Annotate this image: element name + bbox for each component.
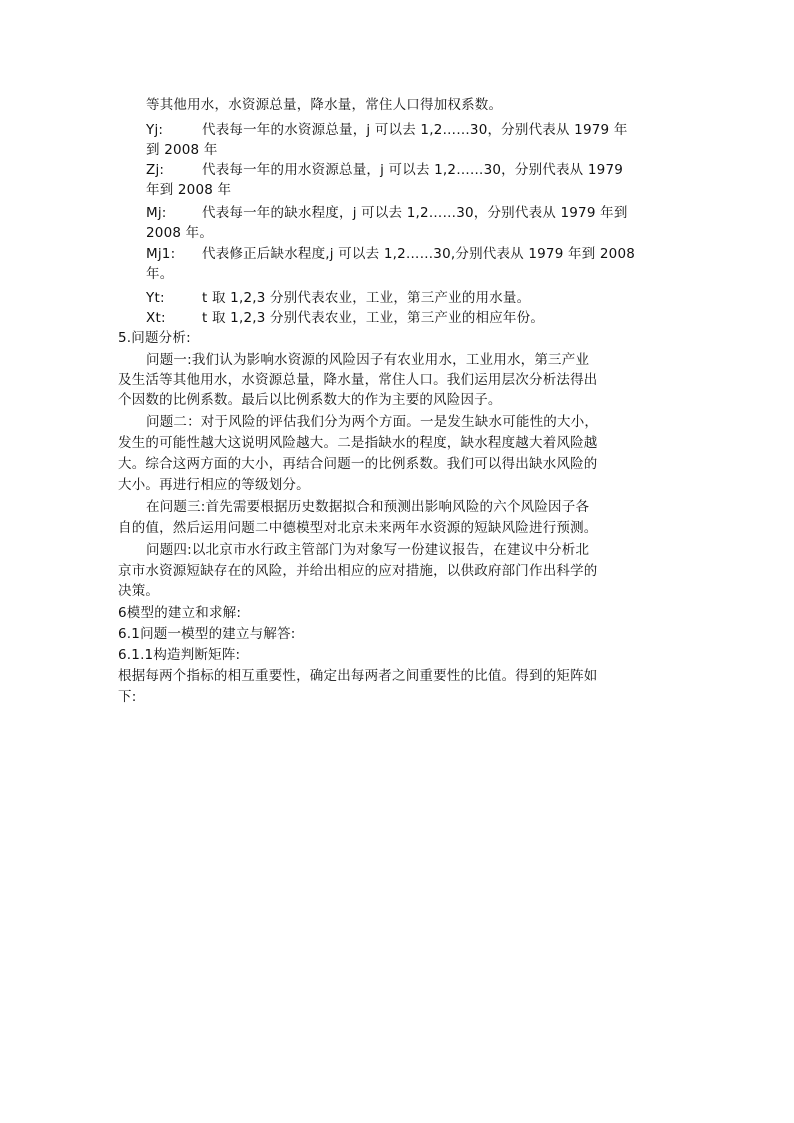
section-5-heading: 5.问题分析: bbox=[118, 330, 191, 346]
q1-line-3: 个因数的比例系数。最后以比例系数大的作为主要的风险因子。 bbox=[118, 392, 502, 408]
definition-mj1-line2: 年。 bbox=[146, 266, 174, 282]
symbol-yj: Yj: bbox=[146, 122, 164, 138]
q1-line-2: 及生活等其他用水，水资源总量，降水量，常住人口。我们运用层次分析法得出 bbox=[118, 372, 598, 388]
section-6-1-1-heading: 6.1.1构造判断矩阵: bbox=[118, 647, 241, 663]
definition-mj-line1 bbox=[146, 203, 628, 223]
definition-mj1-line1 bbox=[146, 244, 635, 264]
q4-line-2: 京市水资源短缺存在的风险，并给出相应的应对措施，以供政府部门作出科学的 bbox=[118, 563, 598, 579]
q2-line-4: 大小。再进行相应的等级划分。 bbox=[118, 477, 310, 493]
q2-line-2: 发生的可能性越大这说明风险越大。二是指缺水的程度，缺水程度越大着风险越 bbox=[118, 435, 598, 451]
q2-line-3: 大。综合这两方面的大小，再结合问题一的比例系数。我们可以得出缺水风险的 bbox=[118, 456, 598, 472]
definition-xt-text: t 取 1,2,3 分别代表农业，工业，第三产业的相应年份。 bbox=[202, 310, 545, 326]
q2-line-1: 问题二：对于风险的评估我们分为两个方面。一是发生缺水可能性的大小， bbox=[146, 414, 599, 430]
definition-mj-text: 代表每一年的缺水程度，j 可以去 1,2……30，分别代表从 1979 年到 bbox=[202, 205, 628, 221]
definition-zj-line1 bbox=[146, 160, 623, 180]
definition-xt bbox=[146, 308, 544, 328]
symbol-zj: Zj: bbox=[146, 162, 165, 178]
section-6-heading: 6模型的建立和求解: bbox=[118, 605, 242, 621]
definition-mj1-text: 代表修正后缺水程度,j 可以去 1,2……30,分别代表从 1979 年到 2008 bbox=[202, 246, 636, 262]
definition-yj-text: 代表每一年的水资源总量，j 可以去 1,2……30，分别代表从 1979 年 bbox=[202, 122, 628, 138]
section-6-1-heading: 6.1问题一模型的建立与解答: bbox=[118, 626, 296, 642]
symbol-yt: Yt: bbox=[146, 290, 165, 306]
definition-yt-text: t 取 1,2,3 分别代表农业，工业，第三产业的用水量。 bbox=[202, 290, 531, 306]
q3-line-1: 在问题三:首先需要根据历史数据拟合和预测出影响风险的六个风险因子各 bbox=[146, 499, 590, 515]
symbol-xt: Xt: bbox=[146, 310, 166, 326]
definition-mj-line2: 2008 年。 bbox=[146, 225, 214, 241]
symbol-mj1: Mj1: bbox=[146, 246, 176, 262]
definition-yt bbox=[146, 288, 530, 308]
definition-zj-line2: 年到 2008 年 bbox=[146, 182, 232, 198]
definition-intro-tail: 等其他用水，水资源总量，降水量，常住人口得加权系数。 bbox=[146, 97, 503, 113]
q3-line-2: 自的值，然后运用问题二中德模型对北京未来两年水资源的短缺风险进行预测。 bbox=[118, 520, 598, 536]
section-6-1-1-para-line-2: 下: bbox=[118, 689, 137, 705]
definition-zj-text: 代表每一年的用水资源总量，j 可以去 1,2……30，分别代表从 1979 bbox=[202, 162, 624, 178]
q4-line-1: 问题四:以北京市水行政主管部门为对象写一份建议报告，在建议中分析北 bbox=[146, 542, 590, 558]
section-6-1-1-para-line-1: 根据每两个指标的相互重要性，确定出每两者之间重要性的比值。得到的矩阵如 bbox=[118, 668, 598, 684]
symbol-mj: Mj: bbox=[146, 205, 167, 221]
q4-line-3: 决策。 bbox=[118, 583, 160, 599]
definition-yj-line2: 到 2008 年 bbox=[146, 142, 218, 158]
definition-yj-line1 bbox=[146, 120, 628, 140]
q1-line-1: 问题一:我们认为影响水资源的风险因子有农业用水，工业用水，第三产业 bbox=[146, 352, 590, 368]
